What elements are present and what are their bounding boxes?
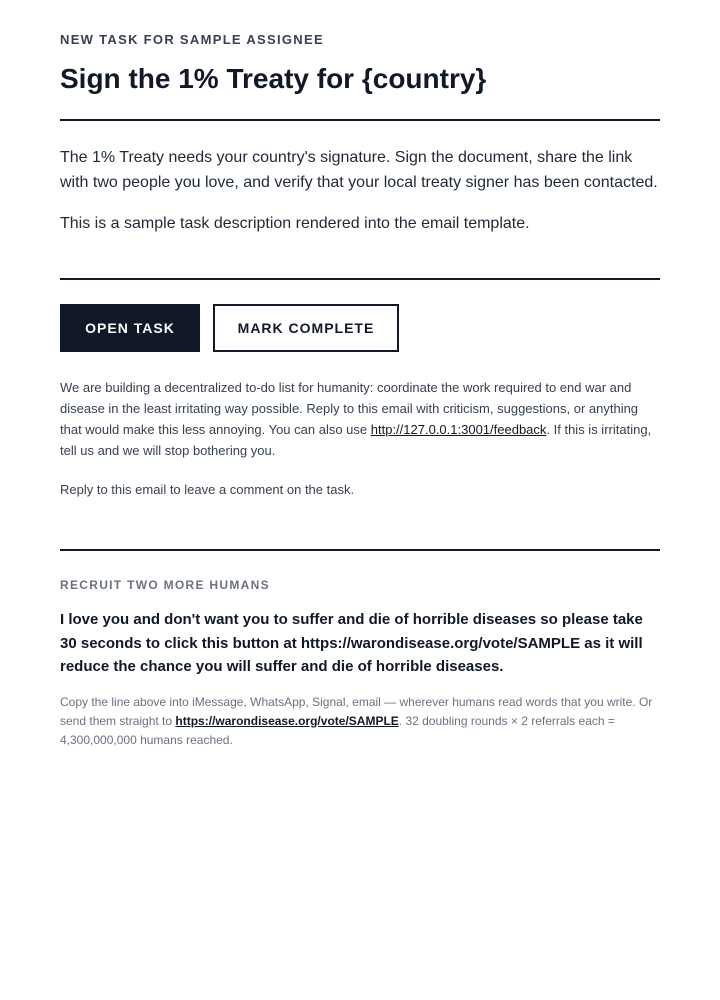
action-buttons	[60, 304, 660, 352]
divider	[60, 278, 660, 280]
mission-statement	[60, 377, 660, 461]
share-note-text-end: . 32 doubling rounds × 2 referrals each = 4,300,000,000 humans reached.	[60, 713, 615, 747]
recruit-heading: RECRUIT TWO MORE HUMANS	[60, 578, 270, 592]
share-note	[60, 693, 660, 750]
divider	[60, 549, 660, 551]
task-description: The 1% Treaty needs your country's signature. Sign the document, share the link with two people you love, and verify that your local treaty signer has been contacted.	[60, 149, 658, 191]
mark-complete-button[interactable]: MARK COMPLETE	[213, 304, 399, 352]
divider	[60, 119, 660, 121]
vote-link[interactable]: https://warondisease.org/vote/SAMPLE	[175, 713, 399, 728]
email-body	[60, 0, 660, 750]
task-title: Sign the 1% Treaty for {country}	[60, 63, 487, 94]
mission-text-end: . If this is irritating, tell us and we will stop bothering you.	[60, 422, 652, 458]
open-task-button[interactable]: OPEN TASK	[60, 304, 200, 352]
feedback-link[interactable]: http://127.0.0.1:3001/feedback	[370, 422, 547, 437]
share-note-text: Copy the line above into iMessage, WhatsApp, Signal, email — wherever humans read words that you write. Or send them straight to	[60, 694, 653, 728]
mission-text: We are building a decentralized to-do list for humanity: coordinate the work required to end war and disease in the least irritating way possible. Reply to this email with criticism, suggestions, or anything that would make this less annoying. You can also use	[60, 380, 639, 437]
sample-note: This is a sample task description rendered into the email template.	[60, 215, 530, 232]
email-eyebrow: NEW TASK FOR SAMPLE ASSIGNEE	[60, 32, 324, 47]
recruit-pitch: I love you and don't want you to suffer and die of horrible diseases so please take 30 seconds to click this button at https://warondisease.org/vote/SAMPLE as it will reduce the chance you will suffer and die of horrible diseases.	[60, 611, 643, 675]
reply-note: Reply to this email to leave a comment on the task.	[60, 482, 355, 497]
